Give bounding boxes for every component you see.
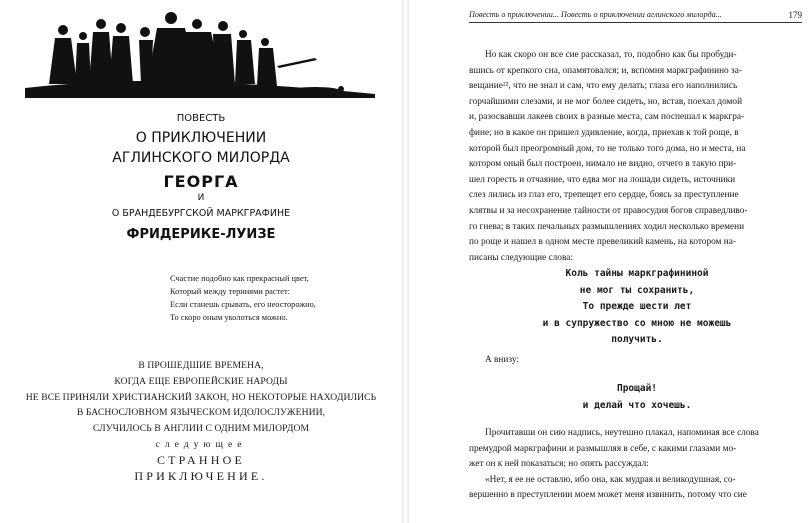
strannoe-line: СТРАННОЕ (156, 452, 246, 467)
text-line: слез лились из глаз его, трепещет его сердце, боясь за преступление (469, 190, 739, 201)
text-line: вещание²², что не знал и сам, что ему делать; глаза его наполнились (469, 81, 738, 92)
paragraph-2 (469, 426, 805, 504)
silhouette-illustration (15, 10, 385, 98)
text-line: фине; но в какое он пришел удивление, когда, приехав к той роще, в (469, 127, 739, 138)
text-line: клятвы и за несохранение тайности от правосудия богов справедливо- (469, 205, 748, 216)
epigraph-line: То скоро оным уколоться можно. (170, 313, 288, 322)
priklyuchenie-line: ПРИКЛЮЧЕНИЕ. (134, 468, 268, 483)
inscription-line: и делай что хочешь. (582, 399, 692, 411)
title-o-brandeburgskoy: О БРАНДЕБУРГСКОЙ МАРКГРАФИНЕ (111, 208, 291, 219)
a-vnizu-text: А внизу: (485, 355, 519, 365)
inscription-line: и в супружество со мною не можешь (542, 317, 732, 329)
title-georga: ГЕОРГА (163, 172, 239, 191)
inscription-farewell (469, 381, 805, 414)
text-line: котором оный был построен, нимало не видно, отчего в такую при- (469, 159, 737, 170)
text-line: и, разосвавши лакеев своих в разные места, сам поспешал к маркгра- (469, 112, 745, 123)
text-line: писаны следующие слова: (469, 252, 573, 263)
right-page (409, 0, 811, 523)
intro-line: В ПРОШЕДШИЕ ВРЕМЕНА, (138, 360, 264, 371)
title-friderike: ФРИДЕРИКЕ-ЛУИЗЕ (126, 227, 276, 242)
title-o-priklyuchenii: О ПРИКЛЮЧЕНИИ (135, 130, 267, 146)
text-line: «Нет, я ее не оставлю, ибо она, как мудрая и великодушная, со- (485, 474, 736, 485)
text-line: вшись от крепкого сна, опамятовался; и, вспомня маркграфинино за- (469, 65, 742, 76)
inscription-line: получить. (611, 334, 663, 345)
text-line: Прочитавши он сию надпись, неутешно плакал, напоминая все слова (485, 428, 759, 438)
title-povest: ПОВЕСТЬ (176, 113, 226, 124)
text-line: горчайшими слезами, и не мог более сидеть, но, встав, поехал домой (469, 96, 743, 107)
left-page (0, 0, 402, 523)
inscription-line: То прежде шести лет (582, 301, 692, 312)
title-aglinskogo: АГЛИНСКОГО МИЛОРДА (112, 150, 290, 166)
paragraph-1 (469, 48, 805, 266)
text-line: Но как скоро он все сие рассказал, то, подобно как бы пробуди- (485, 50, 737, 60)
sleduyushchee-line: следующее (155, 438, 247, 450)
text-line: вершенно в преступлении моем может меня извинить, потому что сие (469, 490, 747, 501)
inscription-line: не мог ты сохранить, (579, 284, 695, 296)
intro-block (0, 358, 402, 484)
text-line: жет он к ней показаться; но опять рассуждал: (469, 459, 649, 470)
text-line: го гнева; в таких печальных размышлениях ходил несколько времени (469, 221, 745, 232)
epigraph (170, 272, 316, 324)
intro-line: НЕ ВСЕ ПРИНЯЛИ ХРИСТИАНСКИЙ ЗАКОН, НО НЕКОТОРЫЕ НАХОДИЛИСЬ (25, 391, 377, 403)
intro-line: В БАСНОСЛОВНОМ ЯЗЫЧЕСКОМ ИДОЛОСЛУЖЕНИИ, (76, 407, 326, 419)
text-line: премудрой маркграфини и размышляя в себе, с какими глазами мо- (469, 443, 737, 454)
inscription-line: Прощай! (616, 383, 658, 394)
epigraph-line: Который между терниями растет: (170, 287, 290, 296)
page-number: 179 (788, 10, 802, 20)
text-line: по роще и нашел в одном месте превеликий камень, на котором на- (469, 237, 736, 248)
book-gutter (402, 0, 409, 523)
inscription-stone (469, 266, 805, 349)
inscription-line: Коль тайны маркграфининой (565, 268, 709, 279)
intro-line: КОГДА ЕЩЕ ЕВРОПЕЙСКИЕ НАРОДЫ (114, 375, 288, 387)
epigraph-line: Если станешь срывать, его неосторожно, (170, 300, 316, 309)
running-head-text: Повесть о приключении... Повесть о приключении аглинского милорда... (469, 10, 722, 19)
epigraph-line: Счастие подобно как прекрасный цвет, (170, 274, 309, 283)
a-vnizu (469, 353, 805, 369)
running-head (469, 10, 802, 23)
intro-line: СЛУЧИЛОСЬ В АНГЛИИ С ОДНИМ МИЛОРДОМ (92, 423, 310, 435)
text-line: которой был преогромный дом, то не только того дома, но и места, на (469, 143, 746, 154)
text-line: шел горесть и отчаяние, что едва мог на лошади сидеть, источники (469, 174, 736, 185)
title-i: И (197, 193, 205, 203)
